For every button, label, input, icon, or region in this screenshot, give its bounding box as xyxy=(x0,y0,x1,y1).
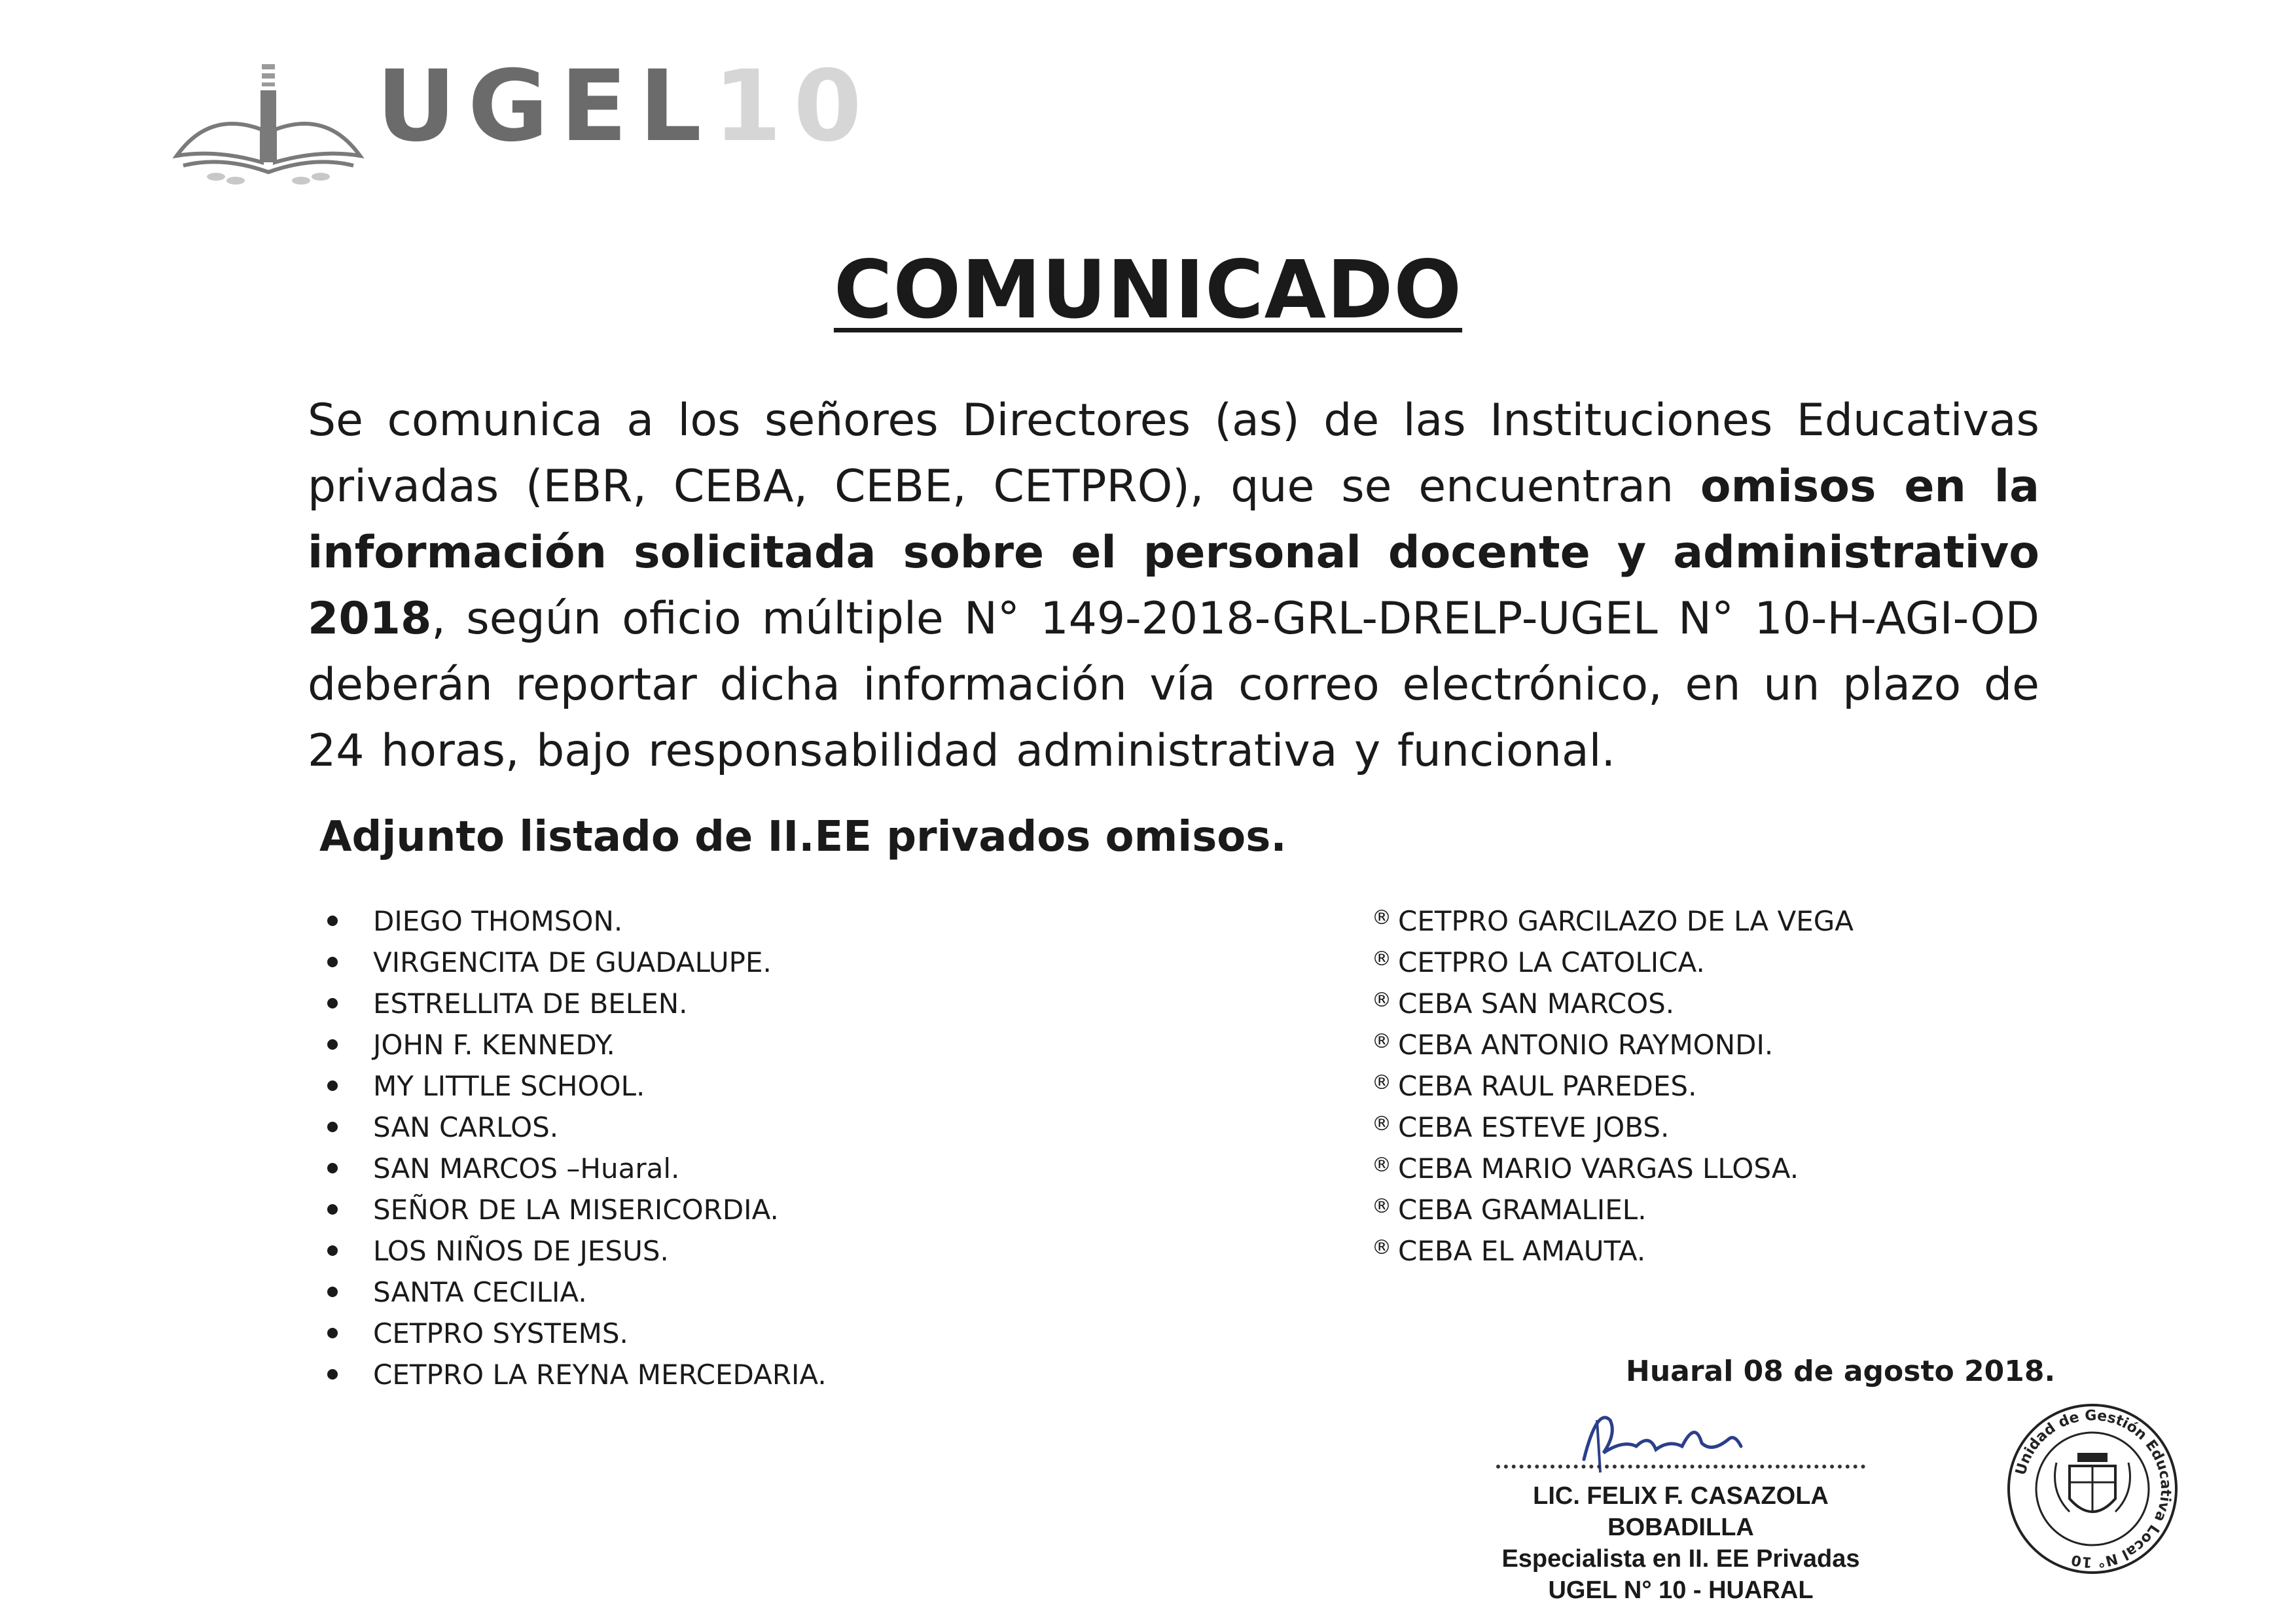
list-item: ® CEBA SAN MARCOS. xyxy=(1372,983,1854,1024)
logo-text: UGEL xyxy=(376,50,713,164)
list-item: SEÑOR DE LA MISERICORDIA. xyxy=(327,1189,827,1230)
document-date: Huaral 08 de agosto 2018. xyxy=(1626,1355,2056,1388)
logo-number: 10 xyxy=(713,50,874,164)
list-item: CETPRO LA REYNA MERCEDARIA. xyxy=(327,1354,827,1395)
signature-line xyxy=(1496,1465,1865,1469)
list-item: CETPRO SYSTEMS. xyxy=(327,1313,827,1354)
omitted-list-right xyxy=(1372,901,1854,1272)
official-seal xyxy=(2004,1400,2181,1577)
list-item: MY LITTLE SCHOOL. xyxy=(327,1065,827,1107)
title-text: COMUNICADO xyxy=(833,243,1463,336)
list-item: LOS NIÑOS DE JESUS. xyxy=(327,1230,827,1272)
signer-block xyxy=(1492,1480,1869,1606)
list-item: ® CEBA EL AMAUTA. xyxy=(1372,1230,1854,1272)
list-item: SAN MARCOS –Huaral. xyxy=(327,1148,827,1189)
attachment-heading: Adjunto listado de II.EE privados omisos. xyxy=(319,813,1287,861)
page-title xyxy=(0,243,2296,336)
list-item: JOHN F. KENNEDY. xyxy=(327,1024,827,1065)
list-item: ® CETPRO GARCILAZO DE LA VEGA xyxy=(1372,901,1854,942)
list-item: SANTA CECILIA. xyxy=(327,1272,827,1313)
list-item: ESTRELLITA DE BELEN. xyxy=(327,983,827,1024)
body-bold: omisos en la información solicitada sobre el personal docente y administrativo 2018 xyxy=(308,461,2039,645)
list-item: ® CEBA GRAMALIEL. xyxy=(1372,1189,1854,1230)
list-item: ® CEBA ANTONIO RAYMONDI. xyxy=(1372,1024,1854,1065)
coat-of-arms-icon xyxy=(2055,1453,2130,1512)
list-item: ® CEBA ESTEVE JOBS. xyxy=(1372,1107,1854,1148)
signer-role: Especialista en II. EE Privadas xyxy=(1501,1545,1860,1573)
seal-text: Unidad de Gestión Educativa Local N° 10 xyxy=(2013,1407,2174,1571)
omitted-list-left xyxy=(327,901,827,1395)
list-item: ® CETPRO LA CATOLICA. xyxy=(1372,942,1854,983)
signer-org: UGEL N° 10 - HUARAL xyxy=(1548,1577,1814,1604)
list-item: ® CEBA RAUL PAREDES. xyxy=(1372,1065,1854,1107)
notice-body xyxy=(308,387,2039,784)
open-book-icon xyxy=(164,38,373,188)
list-item: ® CEBA MARIO VARGAS LLOSA. xyxy=(1372,1148,1854,1189)
ugel-logo xyxy=(164,38,874,188)
signer-name: LIC. FELIX F. CASAZOLA BOBADILLA xyxy=(1533,1482,1829,1541)
list-item: SAN CARLOS. xyxy=(327,1107,827,1148)
body-part-1: Se comunica a los señores Directores (as) de las Instituciones Educativas privadas (EBR, CEBA, CEBE, CETPRO), que se encuentran xyxy=(308,395,2039,512)
list-item: DIEGO THOMSON. xyxy=(327,901,827,942)
list-item: VIRGENCITA DE GUADALUPE. xyxy=(327,942,827,983)
body-part-2: , según oficio múltiple N° 149-2018-GRL-DRELP-UGEL N° 10-H-AGI-OD deberán reportar dicha información vía correo electrónico, en un plazo de 24 horas, bajo responsabilidad administrativa y funcional. xyxy=(308,593,2039,777)
